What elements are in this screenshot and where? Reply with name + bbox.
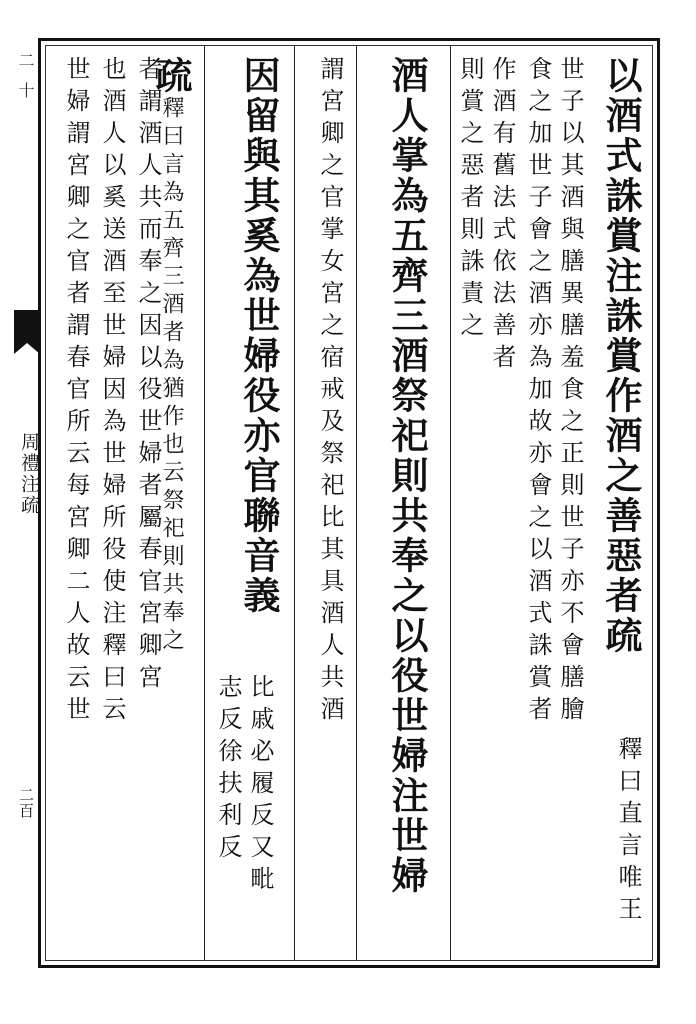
shu-marker: 疏	[149, 56, 193, 96]
text-frame-inner	[45, 45, 653, 961]
text-column: 酒人掌為五齊三酒祭祀則共奉之以役世婦注世婦	[385, 56, 429, 896]
text-run: 釋曰言為五齊三酒者為猶作也云祭祀則共奉之	[159, 96, 184, 656]
column-rule	[294, 46, 295, 960]
text-column: 世子以其酒與膳異膳羞食之正則世子亦不會膳膾	[556, 56, 584, 728]
text-column: 以酒式誅賞注誅賞作酒之善惡者疏	[599, 56, 643, 656]
book-title: 周禮注疏	[18, 432, 40, 516]
column-rule	[356, 46, 357, 960]
text-column: 因留與其奚為世婦役亦官聯音義	[237, 56, 281, 616]
column-rule	[204, 46, 205, 960]
column-rule	[450, 46, 451, 960]
text-column: 食之加世子會之酒亦為加故亦會之以酒式誅賞者	[524, 56, 552, 728]
margin-top-text: 二十	[16, 52, 35, 112]
text-column: 謂宮卿之官掌女宮之宿戒及祭祀比其具酒人共酒	[316, 56, 344, 728]
text-column: 者謂酒人共而奉之因以役世婦者屬春官宮卿宮	[134, 56, 162, 696]
page-margin	[14, 52, 40, 952]
text-column: 比戚必履反又毗	[246, 674, 274, 898]
text-column: 作酒有舊法式依法善者	[488, 56, 516, 376]
text-column: 也酒人以奚送酒至世婦因為世婦所役使注釋曰云	[98, 56, 126, 728]
text-column: 釋曰直言唯王	[614, 736, 642, 928]
text-frame	[38, 38, 660, 968]
text-column: 志反徐扶利反	[214, 674, 242, 866]
text-column: 則賞之惡者則誅責之	[456, 56, 484, 344]
fishtail-mark-icon	[14, 310, 40, 354]
text-column: 世婦謂宮卿之官者謂春官所云每宮卿二人故云世	[62, 56, 90, 728]
page-number: 二百	[17, 787, 35, 819]
